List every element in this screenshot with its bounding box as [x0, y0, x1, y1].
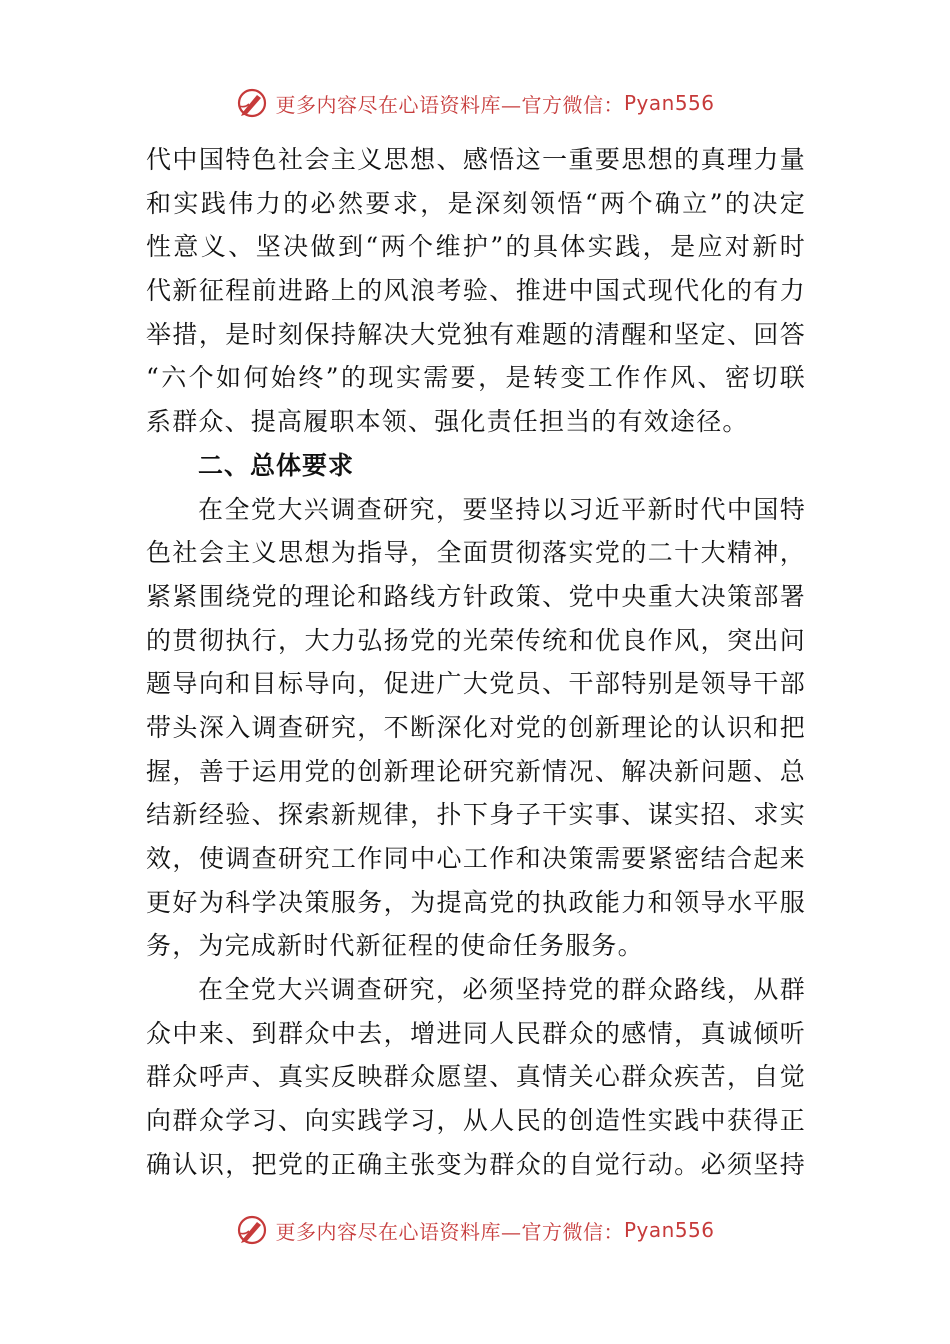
text-line: 紧紧围绕党的理论和路线方针政策、党中央重大决策部署 — [146, 581, 806, 611]
section-heading: 二、总体要求 — [198, 450, 355, 480]
text-line: 确认识，把党的正确主张变为群众的自觉行动。必须坚持 — [146, 1149, 806, 1179]
text-line: 更好为科学决策服务，为提高党的执政能力和领导水平服 — [146, 887, 806, 917]
text-line: 的贯彻执行，大力弘扬党的光荣传统和优良作风，突出问 — [146, 625, 806, 655]
text-line: “六个如何始终”的现实需要，是转变工作作风、密切联 — [146, 363, 806, 393]
banner-wechat-id: Pyan556 — [623, 91, 715, 115]
paragraph-2 — [146, 488, 806, 969]
banner-text: 更多内容尽在心语资料库—官方微信： — [275, 1219, 624, 1244]
footer-banner — [0, 1210, 950, 1250]
text-line: 众中来、到群众中去，增进同人民群众的感情，真诚倾听 — [146, 1018, 806, 1048]
text-line: 效，使调查研究工作同中心工作和决策需要紧密结合起来 — [146, 844, 806, 873]
pen-circle-icon — [235, 1213, 269, 1247]
text-line: 色社会主义思想为指导，全面贯彻落实党的二十大精神， — [146, 538, 806, 568]
pen-circle-icon — [235, 86, 269, 120]
text-line: 在全党大兴调查研究，必须坚持党的群众路线，从群 — [198, 975, 806, 1005]
text-line: 结新经验、探索新规律，扑下身子干实事、谋实招、求实 — [146, 800, 806, 830]
document-body — [146, 138, 806, 1187]
paragraph-3 — [146, 968, 806, 1186]
text-line: 举措，是时刻保持解决大党独有难题的清醒和坚定、回答 — [146, 319, 806, 349]
text-line: 向群众学习、向实践学习，从人民的创造性实践中获得正 — [146, 1106, 806, 1136]
text-line: 握，善于运用党的创新理论研究新情况、解决新问题、总 — [146, 756, 806, 786]
text-line: 系群众、提高履职本领、强化责任担当的有效途径。 — [146, 407, 749, 437]
text-line: 题导向和目标导向，促进广大党员、干部特别是领导干部 — [146, 669, 806, 699]
header-banner — [0, 83, 950, 123]
text-line: 性意义、坚决做到“两个维护”的具体实践，是应对新时 — [146, 232, 806, 262]
text-line: 在全党大兴调查研究，要坚持以习近平新时代中国特 — [198, 494, 806, 524]
banner-text: 更多内容尽在心语资料库—官方微信： — [275, 92, 624, 117]
paragraph-1 — [146, 138, 806, 444]
text-line: 代新征程前进路上的风浪考验、推进中国式现代化的有力 — [146, 276, 806, 306]
text-line: 和实践伟力的必然要求，是深刻领悟“两个确立”的决定 — [146, 188, 806, 218]
banner-wechat-id: Pyan556 — [623, 1218, 715, 1242]
text-line: 群众呼声、真实反映群众愿望、真情关心群众疾苦，自觉 — [146, 1062, 806, 1092]
text-line: 务，为完成新时代新征程的使命任务服务。 — [146, 931, 644, 961]
text-line: 代中国特色社会主义思想、感悟这一重要思想的真理力量 — [146, 145, 806, 174]
text-line: 带头深入调查研究，不断深化对党的创新理论的认识和把 — [146, 712, 806, 742]
